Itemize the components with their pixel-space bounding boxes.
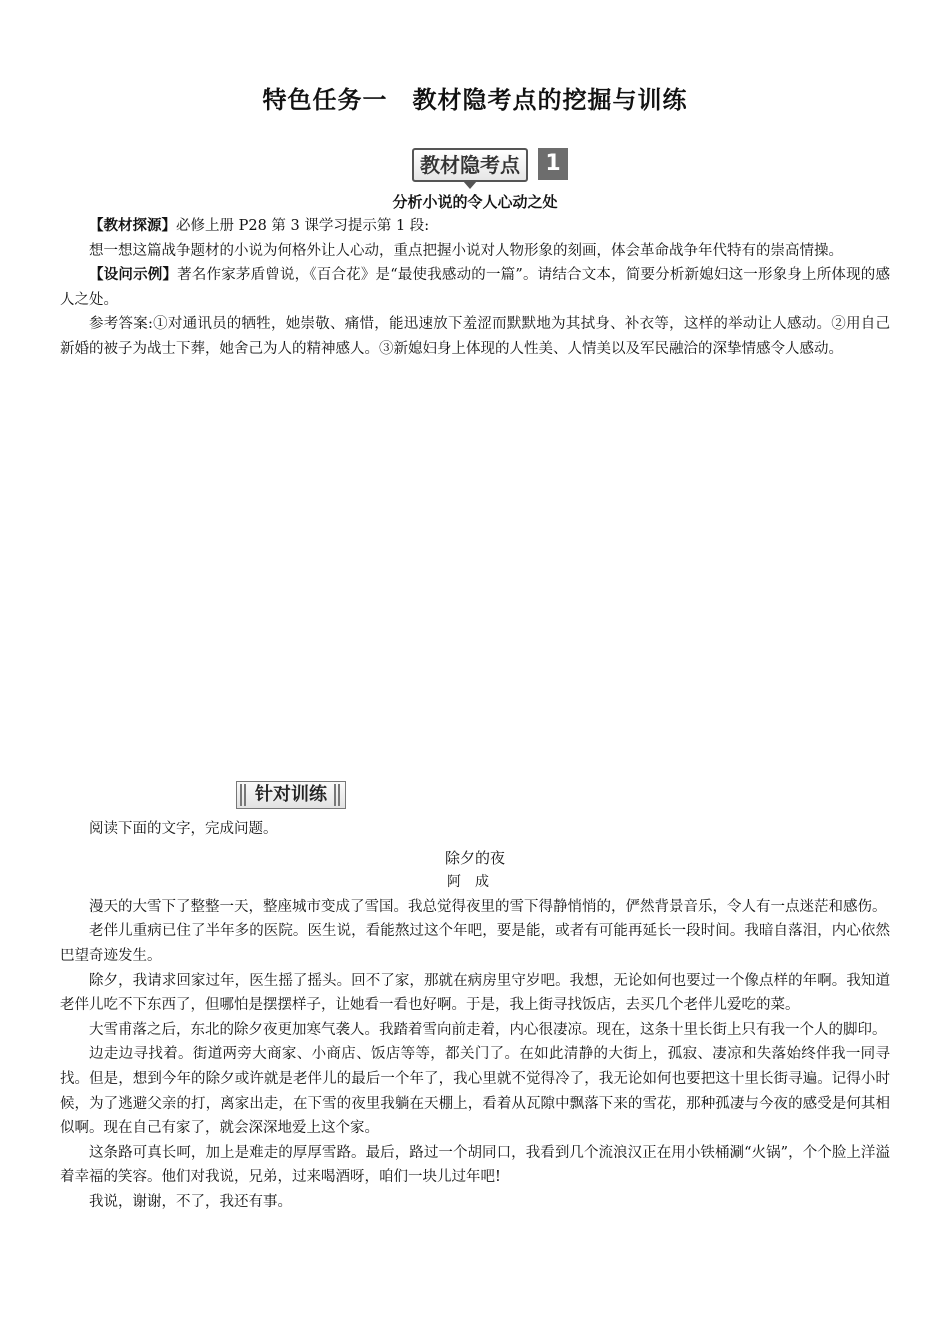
story-paragraph: 边走边寻找着。街道两旁大商家、小商店、饭店等等，都关门了。在如此清静的大街上，孤寂、凄凉和失落始终伴我一同寻找。但是，想到今年的除夕或许就是老伴儿的最后一个年了，我心里就不觉得冷了，我无论如何也要把这十里长街寻遍。记得小时候，为了逃避父亲的打，离家出走，在下雪的夜里我躺在天棚上，看着从瓦隙中飘落下来的雪花，那种孤凄与今夜的感受是何其相似啊。现在自己有家了，就会深深地爱上这个家。 xyxy=(60,1046,890,1137)
example-line xyxy=(60,263,890,312)
badge-number: 1 xyxy=(538,148,568,180)
story-paragraph: 漫天的大雪下了整整一天，整座城市变成了雪国。我总觉得夜里的雪下得静悄悄的，俨然背景音乐，令人有一点迷茫和感伤。 xyxy=(89,898,887,915)
source-line xyxy=(60,214,890,239)
page-title: 特色任务一 教材隐考点的挖掘与训练 xyxy=(262,86,688,114)
hidden-point-badge xyxy=(412,148,568,182)
section-subtitle: 分析小说的令人心动之处 xyxy=(392,193,558,211)
story-section xyxy=(60,817,890,1215)
instruction: 阅读下面的文字，完成问题。 xyxy=(89,821,278,837)
example-text: 著名作家茅盾曾说，《百合花》是“最使我感动的一篇”。请结合文本，简要分析新媳妇这一形象身上所体现的感人之处。 xyxy=(60,267,890,308)
badge-label: 教材隐考点 xyxy=(412,148,528,182)
training-section-header xyxy=(236,781,346,809)
example-bracket-label: 【设问示例】 xyxy=(89,267,178,284)
story-title: 除夕的夜 xyxy=(444,848,505,867)
source-section xyxy=(60,214,890,362)
source-text: 必修上册 P28 第 3 课学习提示第 1 段: xyxy=(176,218,430,234)
source-quote: 想一想这篇战争题材的小说为何格外让人心动，重点把握小说对人物形象的刻画，体会革命战争年代特有的崇高情操。 xyxy=(89,242,843,259)
story-paragraph: 老伴儿重病已住了半年多的医院。医生说，看能熬过这个年吧，要是能，或者有可能再延长一段时间。我暗自落泪，内心依然巴望奇迹发生。 xyxy=(60,923,890,964)
story-paragraph: 大雪甫落之后，东北的除夕夜更加寒气袭人。我踏着雪向前走着，内心很凄凉。现在，这条十里长街上只有我一个人的脚印。 xyxy=(89,1021,887,1038)
story-paragraph: 这条路可真长呵，加上是难走的厚厚雪路。最后，路过一个胡同口，我看到几个流浪汉正在用小铁桶涮“火锅”，个个脸上洋溢着幸福的笑容。他们对我说，兄弟，过来喝酒呀，咱们一块儿过年吧! xyxy=(60,1144,890,1186)
story-author: 阿成 xyxy=(447,874,503,891)
reference-answer: 参考答案:①对通讯员的牺牲，她崇敬、痛惜，能迅速放下羞涩而默默地为其拭身、补衣等，这样的举动让人感动。②用自己新婚的被子为战士下葬，她舍己为人的精神感人。③新媳妇身上体现的人性美、人情美以及军民融洽的深挚情感令人感动。 xyxy=(60,316,890,357)
story-paragraph: 除夕，我请求回家过年，医生摇了摇头。回不了家，那就在病房里守岁吧。我想，无论如何也要过一个像点样的年啊。我知道老伴儿吃不下东西了，但哪怕是摆摆样子，让她看一看也好啊。于是，我上街寻找饭店，去买几个老伴儿爱吃的菜。 xyxy=(60,972,890,1014)
training-label: 针对训练 xyxy=(236,781,346,809)
source-bracket-label: 【教材探源】 xyxy=(89,218,176,234)
story-paragraph: 我说，谢谢，不了，我还有事。 xyxy=(89,1193,292,1210)
